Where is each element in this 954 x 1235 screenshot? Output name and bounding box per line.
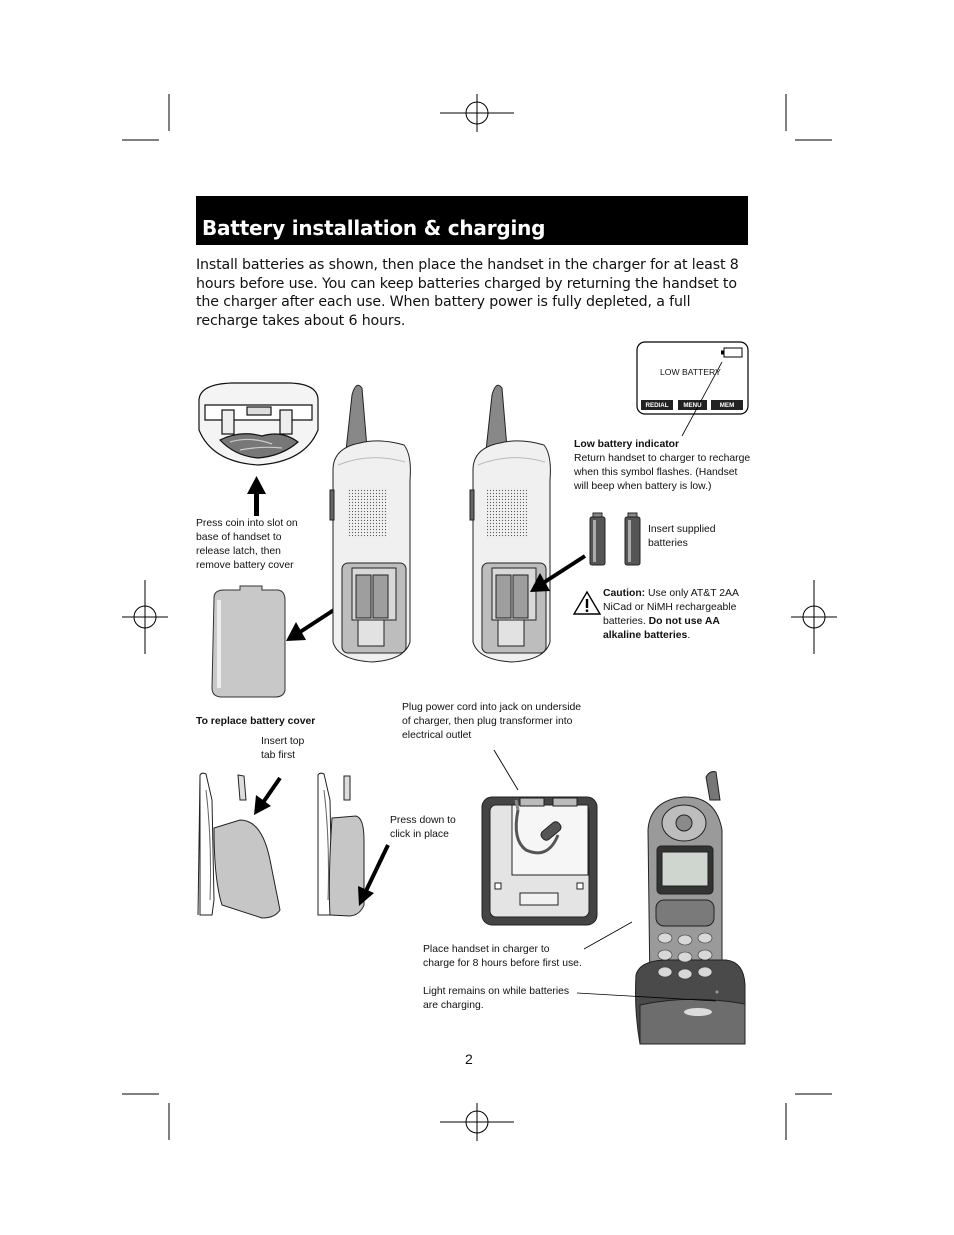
press-down-line: click in place <box>390 829 449 840</box>
power-cord-line: Plug power cord into jack on underside <box>402 702 582 713</box>
registration-mark-left <box>122 580 168 654</box>
insert-top-line: Insert top <box>261 736 305 747</box>
caution-text: batteries. <box>603 616 649 627</box>
caution-text: . <box>687 630 691 641</box>
coin-caption-line: base of handset to <box>196 532 282 543</box>
place-handset-pointer-line <box>584 922 632 949</box>
low-battery-line: when this symbol flashes. (Handset <box>574 467 738 478</box>
place-handset-line: Place handset in charger to <box>423 944 550 955</box>
caution-text: NiCad or NiMH rechargeable <box>603 602 737 613</box>
place-handset-line: charge for 8 hours before first use. <box>423 958 582 969</box>
low-battery-line: Return handset to charger to recharge <box>574 453 751 464</box>
arrow-to-cover-icon <box>286 606 340 641</box>
page-number: 2 <box>465 1051 473 1067</box>
replace-cover-heading-wrap <box>196 715 315 729</box>
insert-top-line: tab first <box>261 750 296 761</box>
batteries-caption-line: batteries <box>648 538 688 549</box>
lcd-mem-label: MEM <box>719 402 735 409</box>
handset-base-closeup <box>199 383 318 465</box>
lcd-low-battery-text: LOW BATTERY <box>660 367 721 377</box>
coin-caption <box>196 517 298 573</box>
low-battery-line: will beep when battery is low.) <box>574 481 712 492</box>
light-caption <box>423 985 569 1013</box>
batteries-caption-line: Insert supplied <box>648 524 716 535</box>
battery-cover <box>212 586 285 697</box>
coin-caption-line: release latch, then <box>196 546 281 557</box>
light-line: are charging. <box>423 1000 484 1011</box>
press-down-caption <box>390 814 456 842</box>
intro-paragraph: Install batteries as shown, then place the handset in the charger for at least 8 hours before use. You can keep batteries charged by returning the handset to the charger after each use. When battery power is fully depleted, a full recharge takes about 6 hours. <box>196 257 739 329</box>
caution-caption <box>603 587 739 643</box>
low-battery-caption <box>574 438 750 494</box>
handset-in-charger <box>636 772 746 1044</box>
battery-icons <box>590 513 640 565</box>
keypad-icon <box>658 933 712 979</box>
low-battery-heading: Low battery indicator <box>574 439 680 450</box>
insert-top-arrow-icon <box>254 778 280 815</box>
caution-warning: Do not use AA <box>648 616 720 627</box>
cover-side-view-2 <box>318 773 364 916</box>
up-arrow-icon <box>247 476 266 516</box>
page-title: Battery installation & charging <box>202 216 546 240</box>
light-line: Light remains on while batteries <box>423 986 570 997</box>
coin-caption-line: remove battery cover <box>196 560 294 571</box>
handset-back-left <box>330 385 410 662</box>
caution-warning: alkaline batteries <box>603 630 688 641</box>
place-handset-caption <box>423 943 582 971</box>
charger-underside <box>482 797 597 925</box>
registration-mark-bottom <box>440 1103 514 1141</box>
warning-icon <box>574 592 600 614</box>
insert-top-caption <box>261 735 304 763</box>
lcd-menu-label: MENU <box>683 402 702 409</box>
caution-label: Caution: <box>603 588 646 599</box>
power-cord-line: of charger, then plug transformer into <box>402 716 573 727</box>
registration-mark-top <box>440 94 514 132</box>
power-cord-line: electrical outlet <box>402 730 472 741</box>
registration-mark-right <box>791 580 837 654</box>
lcd-redial-label: REDIAL <box>645 402 669 409</box>
coin-caption-line: Press coin into slot on <box>196 518 298 529</box>
replace-cover-heading: To replace battery cover <box>196 716 316 727</box>
press-down-line: Press down to <box>390 815 456 826</box>
batteries-caption <box>648 523 716 551</box>
power-cord-caption <box>402 701 581 743</box>
caution-text: Use only AT&T 2AA <box>645 588 739 599</box>
handset-back-right <box>470 385 550 662</box>
power-cord-pointer-line <box>494 750 518 790</box>
